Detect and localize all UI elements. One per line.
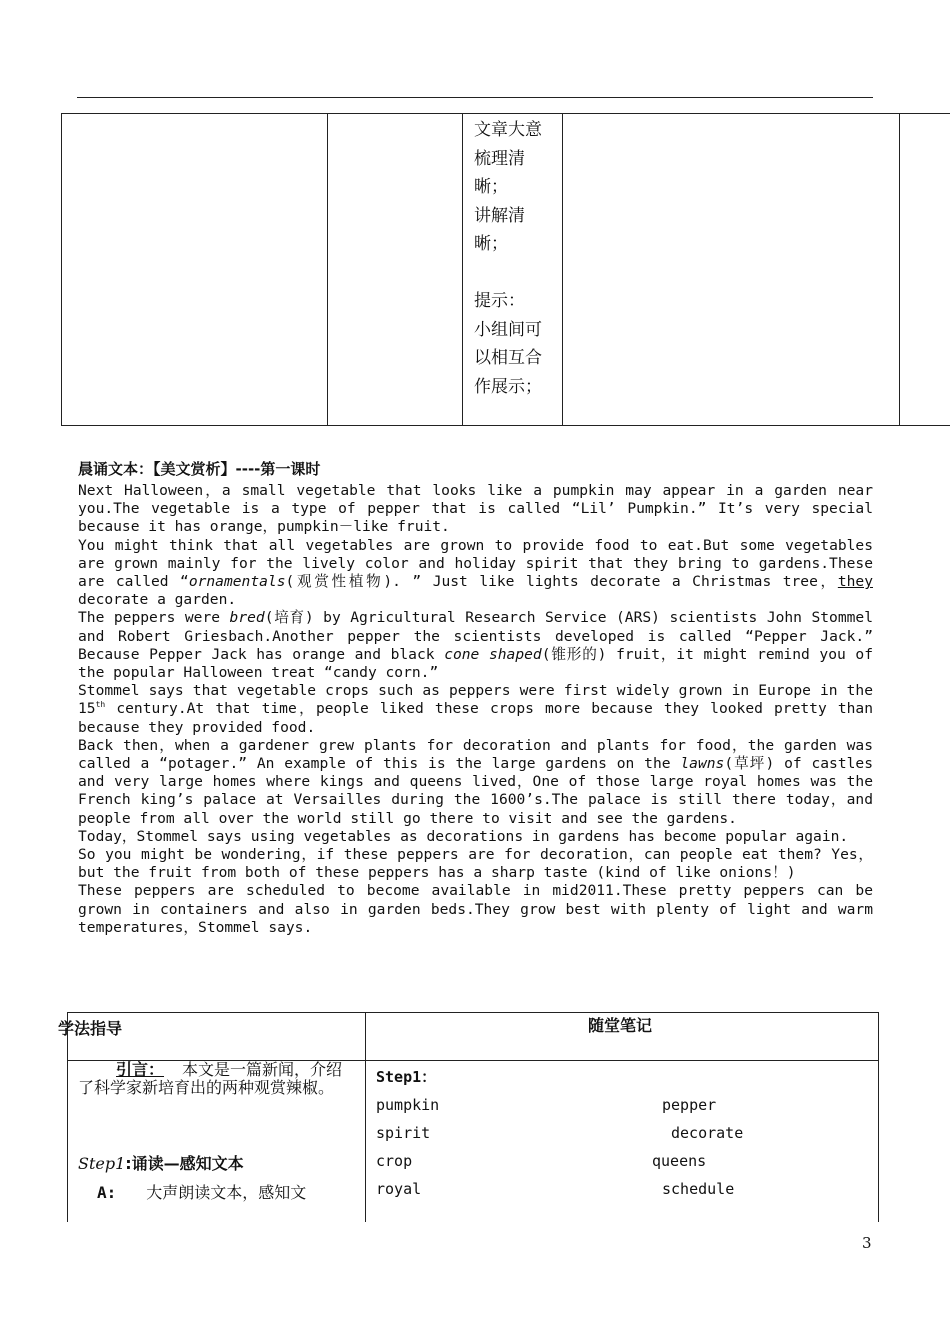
paragraph: You might think that all vegetables are grown to provide food to eat.But some vegetables are grown mainly for the lively color and holiday spirit that they bring to gardens.These are called “ornamentals(观赏性植物). ” Just like lights decorate a Christmas tree，they decorate a garden. [78, 536, 873, 609]
note-line: 晰； [474, 234, 508, 254]
paragraph: Next Halloween，a small vegetable that looks like a pumpkin may appear in a garden near you.The vegetable is a type of pepper that is called “Lil’ Pumpkin.” It’s very special because it has orange，pumpkin－like fruit. [78, 482, 873, 536]
vocab-word: crop [376, 1152, 413, 1170]
vocab-word: spirit [376, 1124, 431, 1142]
note-line: 文章大意 [474, 120, 542, 140]
table-border-left [67, 1012, 68, 1222]
paragraph: So you might be wondering，if these peppers are for decoration，can people eat them? Yes，but the fruit from both of these peppers has a sharp taste (kind of like onions！) [78, 846, 873, 882]
paragraph: These peppers are scheduled to become available in mid2011.These pretty peppers can be grown in containers and also in garden beds.They grow best with plenty of light and warm temperatures，Stommel says. [78, 882, 873, 936]
table-border-top [67, 1012, 878, 1013]
vocab-word: decorate [671, 1124, 744, 1142]
paragraph: Back then，when a gardener grew plants for decoration and plants for food，the garden was called a “potager.” An example of this is the large gardens on the lawns(草坪) of castles and very large homes where kings and queens lived，One of those large royal homes was the French king’s palace at Versailles during the 1600’s.The palace is still there today，and people from all over the world still go there to visit and see the gardens. [78, 736, 873, 827]
table-border-left [61, 113, 62, 425]
table-border-top [61, 113, 950, 114]
note-line: 以相互合 [474, 348, 542, 368]
note-line: 梳理清 [474, 148, 525, 169]
vocab-word: pepper [662, 1096, 717, 1114]
glossed-term: bred [229, 609, 265, 627]
note-line: 小组间可 [474, 319, 542, 340]
page-number: 3 [862, 1234, 872, 1252]
vocab-word: royal [376, 1180, 422, 1198]
paragraph: Stommel says that vegetable crops such as peppers were first widely grown in Europe in the 15th century.At that time，people liked these crops more because they looked pretty than because they provided food. [78, 682, 873, 736]
study-guide-header: 学法指导 [58, 1019, 123, 1038]
paragraph: Today，Stommel says using vegetables as decorations in gardens has become popular again. [78, 827, 849, 845]
intro-text: 引言： 本文是一篇新闻，介绍了科学家新培育出的两种观赏辣椒。 [78, 1060, 343, 1097]
note-line: 晰； [474, 177, 508, 197]
step-a: A: 大声朗读文本，感知文 [97, 1183, 307, 1202]
notes-step1-label: Step1： [376, 1068, 437, 1086]
table-border-right [878, 1012, 879, 1222]
class-notes-header: 随堂笔记 [588, 1016, 653, 1035]
glossed-term: lawns [680, 755, 725, 773]
teaching-notes-cell [474, 116, 564, 401]
glossed-term: ornamentals [188, 573, 286, 591]
column-divider [365, 1012, 366, 1222]
article-text [78, 482, 873, 937]
column-divider [327, 113, 328, 425]
note-line [474, 259, 564, 288]
underlined-word: they [837, 573, 873, 591]
table-border-bottom [61, 425, 950, 426]
column-divider [462, 113, 463, 425]
intro-label: 引言： [116, 1060, 165, 1079]
vocab-word: pumpkin [376, 1096, 440, 1114]
note-line: 作展示； [474, 376, 542, 397]
glossed-term: cone shaped [444, 645, 542, 663]
paragraph: The peppers were bred(培育) by Agricultural Research Service (ARS) scientists John Stommel and Robert Griesbach.Another pepper the scientists developed is called “Pepper Jack.” Because Pepper Jack has orange and black cone shaped(锥形的) fruit，it might remind you of the popular Halloween treat “candy corn.” [78, 609, 873, 682]
vocab-word: schedule [662, 1180, 735, 1198]
header-rule [77, 97, 873, 98]
section-heading: 晨诵文本：【美文赏析】----第一课时 [78, 460, 321, 478]
note-line: 提示： [474, 291, 525, 311]
step1-title: Step1:诵读—感知文本 [78, 1154, 244, 1173]
vocab-word: queens [652, 1152, 707, 1170]
column-divider [899, 113, 900, 425]
note-line: 讲解清 [474, 205, 525, 226]
